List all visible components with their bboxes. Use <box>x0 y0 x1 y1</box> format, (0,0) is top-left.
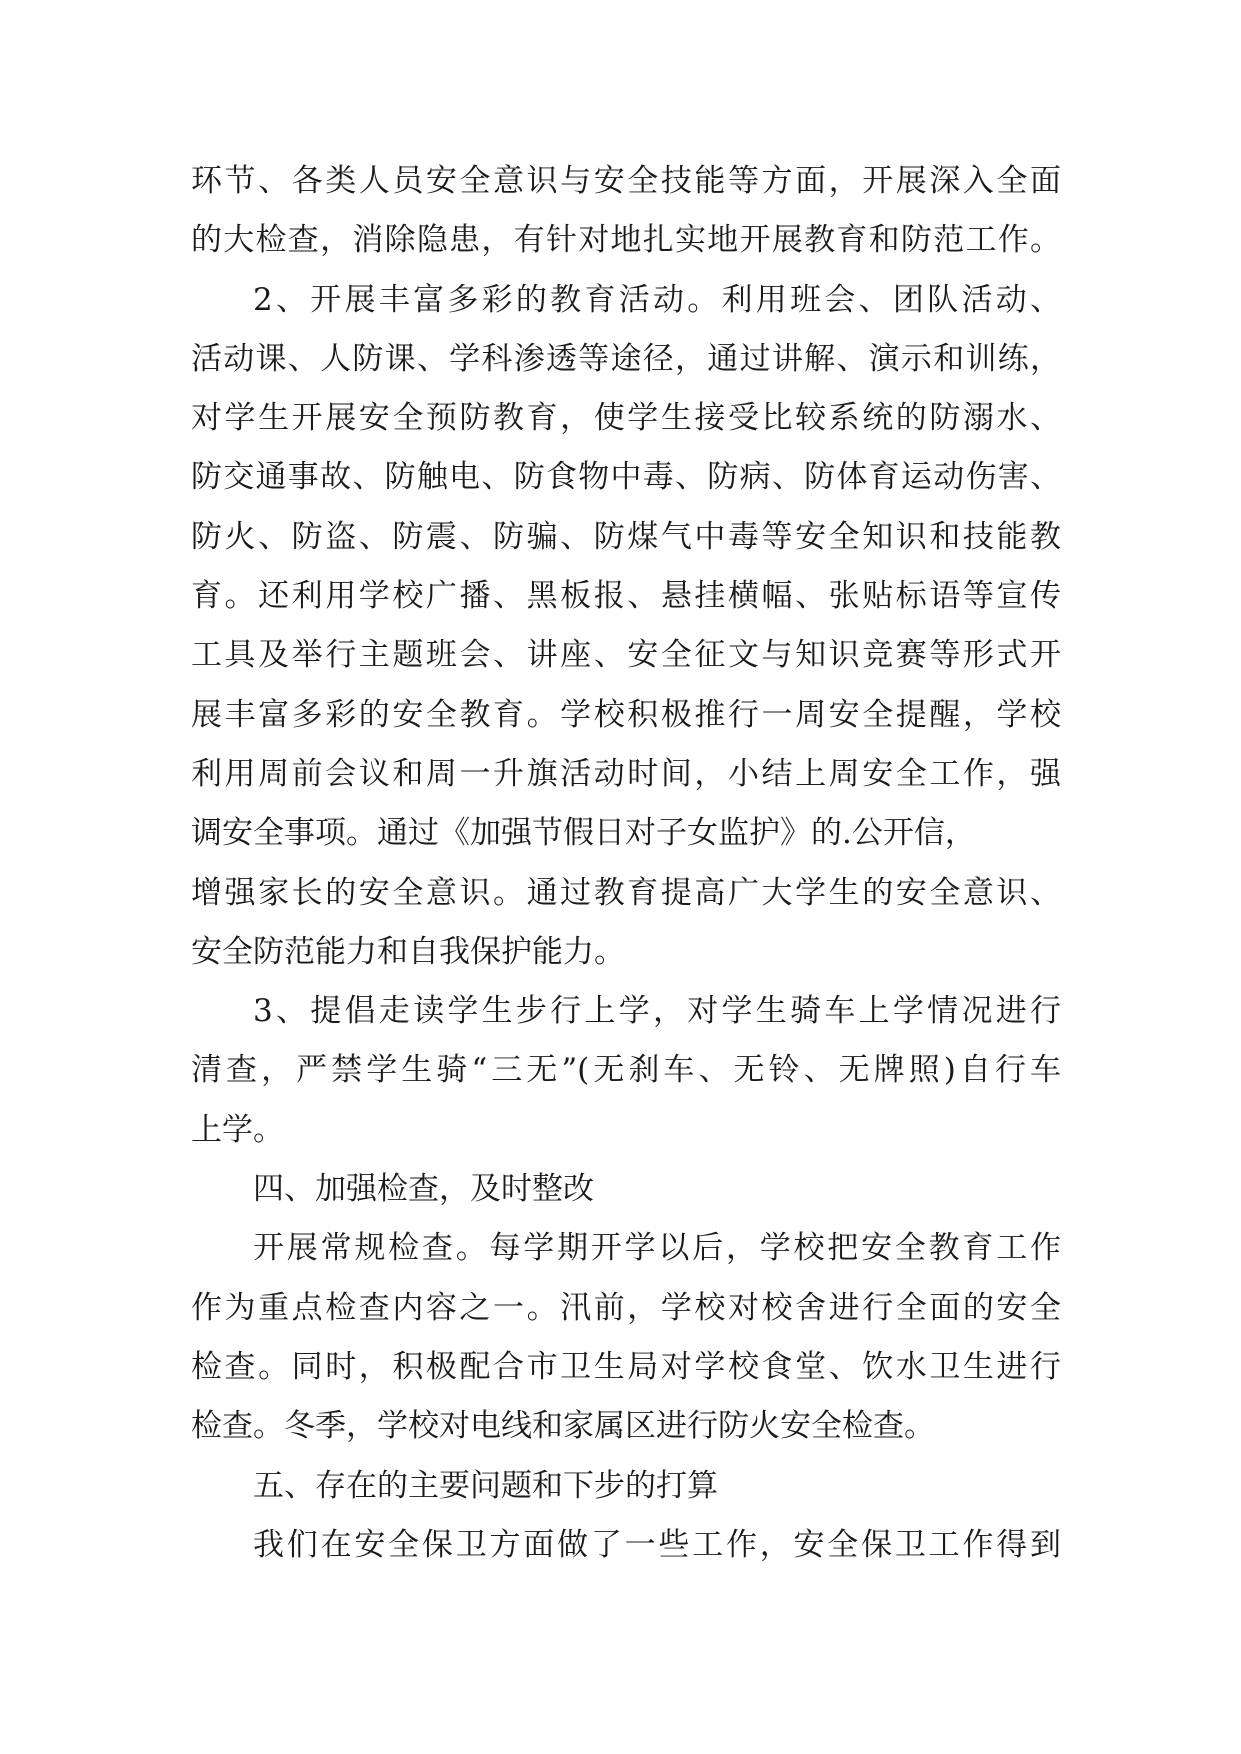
text-line: 防交通事故、防触电、防食物中毒、防病、防体育运动伤害、 <box>191 459 1061 496</box>
text-line: 调安全事项。通过《加强节假日对子女监护》的.公开信， <box>191 815 976 852</box>
text-line: 作为重点检查内容之一。汛前，学校对校舍进行全面的安全 <box>191 1289 1061 1326</box>
text-line: 环节、各类人员安全意识与安全技能等方面，开展深入全面 <box>191 163 1061 199</box>
text-line: 安全防范能力和自我保护能力。 <box>191 933 625 970</box>
text-line: 上学。 <box>191 1111 284 1148</box>
text-line: 的大检查，消除隐患，有针对地扎实地开展教育和防范工作。 <box>191 222 1061 259</box>
section-heading: 四、加强检查，及时整改 <box>253 1171 594 1208</box>
text-line: 防火、防盗、防震、防骗、防煤气中毒等安全知识和技能教 <box>191 518 1061 555</box>
text-line: 清查，严禁学生骑“三无”(无刹车、无铃、无牌照)自行车 <box>191 1052 1061 1089</box>
text-line: 活动课、人防课、学科渗透等途径，通过讲解、演示和训练， <box>191 340 1061 377</box>
text-line: 检查。同时，积极配合市卫生局对学校食堂、饮水卫生进行 <box>191 1348 1061 1385</box>
text-line: 增强家长的安全意识。通过教育提高广大学生的安全意识、 <box>191 874 1061 911</box>
section-heading: 五、存在的主要问题和下步的打算 <box>253 1467 718 1504</box>
paragraph-start-line: 3、提倡走读学生步行上学，对学生骑车上学情况进行 <box>253 993 1061 1030</box>
paragraph-start-line: 2、开展丰富多彩的教育活动。利用班会、团队活动、 <box>253 281 1061 318</box>
text-line: 对学生开展安全预防教育，使学生接受比较系统的防溺水、 <box>191 400 1061 437</box>
paragraph-start-line: 开展常规检查。每学期开学以后，学校把安全教育工作 <box>253 1230 1061 1267</box>
text-line: 展丰富多彩的安全教育。学校积极推行一周安全提醒，学校 <box>191 696 1061 733</box>
text-line: 检查。冬季，学校对电线和家属区进行防火安全检查。 <box>191 1408 935 1445</box>
text-line: 育。还利用学校广播、黑板报、悬挂横幅、张贴标语等宣传 <box>191 578 1061 615</box>
text-line: 利用周前会议和周一升旗活动时间，小结上周安全工作，强 <box>191 755 1061 792</box>
text-line: 工具及举行主题班会、讲座、安全征文与知识竞赛等形式开 <box>191 637 1061 674</box>
paragraph-start-line: 我们在安全保卫方面做了一些工作，安全保卫工作得到 <box>253 1526 1061 1563</box>
document-body <box>191 152 1061 1575</box>
